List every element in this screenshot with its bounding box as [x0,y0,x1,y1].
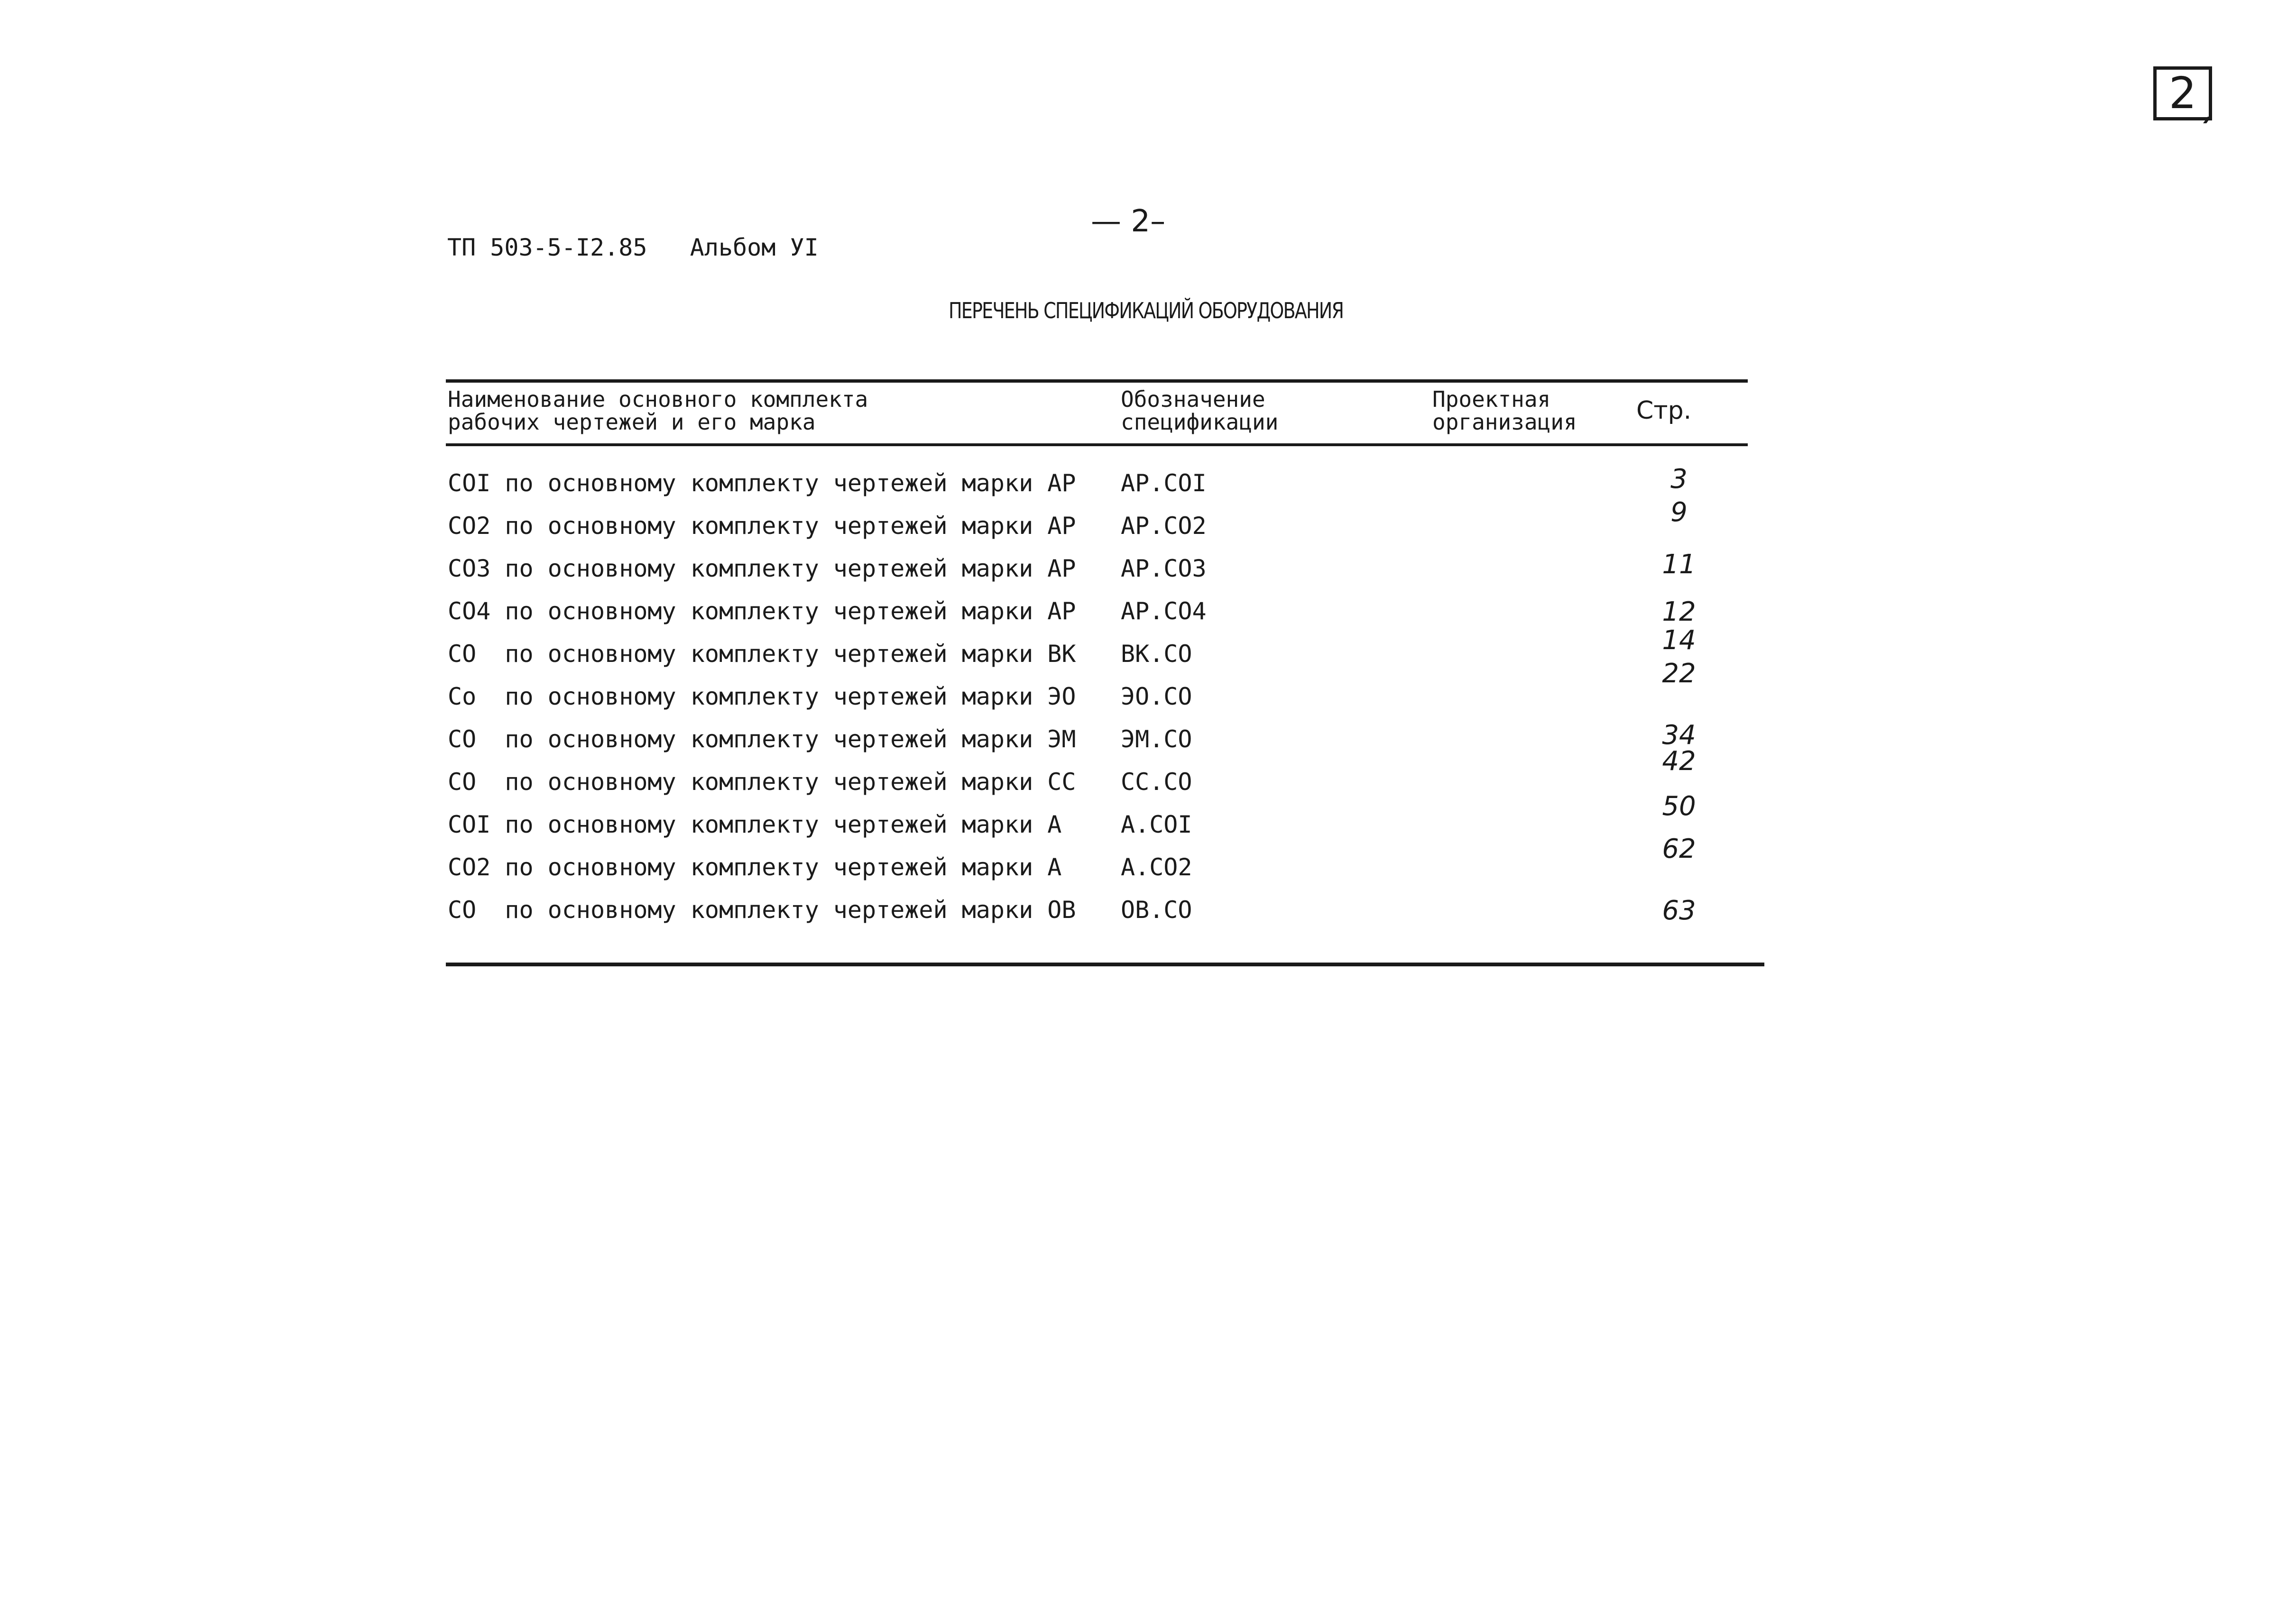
cell-name: Co по основному комплекту чертежей марки ЭО [448,683,1076,710]
cell-page: 11 [1662,549,1696,580]
cell-code: СС.CO [1121,768,1192,796]
cell-page: 62 [1662,834,1696,864]
cell-name: CO3 по основному комплекту чертежей марки АР [448,555,1076,582]
table-row [0,791,2269,854]
cell-page: 14 [1662,625,1696,656]
table-top-rule [446,379,1748,383]
table-row [0,497,2269,556]
cell-page: 50 [1662,791,1696,822]
cell-code: АР.CO3 [1121,555,1207,582]
table-row [0,834,2269,897]
table-row [0,896,2269,940]
cell-page: 63 [1662,895,1696,926]
cell-code: АР.COI [1121,469,1207,497]
column-header-organization: Проектная организация [1432,386,1577,435]
cell-page: 34 [1662,720,1696,751]
cell-code: А.COI [1121,811,1192,838]
cell-code: АР.CO4 [1121,597,1207,625]
page-number: — 2– [1091,204,1166,239]
cell-name: CO2 по основному комплекту чертежей марки АР [448,512,1076,540]
cell-name: CO по основному комплекту чертежей марки ЭМ [448,725,1076,753]
table-bottom-rule [446,963,1764,966]
column-header-page: Стр. [1636,396,1692,425]
cell-page: 12 [1662,596,1696,627]
cell-code: А.CO2 [1121,853,1192,881]
cell-page: 3 [1670,464,1688,495]
column-header-code: Обозначение спецификации [1121,386,1279,435]
page-stamp [2153,66,2212,120]
table-row [0,746,2269,812]
cell-name: CO по основному комплекту чертежей марки ОВ [448,896,1076,924]
column-header-name: Наименование основного комплекта рабочих чертежей и его марка [448,386,868,435]
cell-name: COI по основному комплекту чертежей марки АР [448,469,1076,497]
cell-name: COI по основному комплекту чертежей марки А [448,811,1062,838]
cell-name: CO по основному комплекту чертежей марки ВК [448,640,1076,668]
cell-name: CO4 по основному комплекту чертежей марки АР [448,597,1076,625]
cell-code: АР.CO2 [1121,512,1207,540]
cell-name: CO по основному комплекту чертежей марки СС [448,768,1076,796]
table-row [0,625,2269,684]
page-title: ПЕРЕЧЕНЬ СПЕЦИФИКАЦИЙ ОБОРУДОВАНИЯ [949,298,1344,323]
table-row [0,658,2269,726]
page-stamp-number: 2 [2168,68,2197,119]
table-header-rule [446,443,1748,446]
cell-page: 9 [1670,497,1688,528]
cell-code: ВК.CO [1121,640,1192,668]
document-code: ТП 503-5-I2.85 Альбом УI [447,234,819,261]
table-row [0,597,2269,641]
cell-code: ОВ.CO [1121,896,1192,924]
cell-name: CO2 по основному комплекту чертежей марки А [448,853,1062,881]
cell-code: ЭМ.CO [1121,725,1192,753]
table-row [0,464,2269,513]
cell-page: 42 [1662,746,1696,777]
table-row [0,549,2269,598]
table-row [0,720,2269,769]
cell-code: ЭО.CO [1121,683,1192,710]
cell-page: 22 [1662,658,1696,689]
